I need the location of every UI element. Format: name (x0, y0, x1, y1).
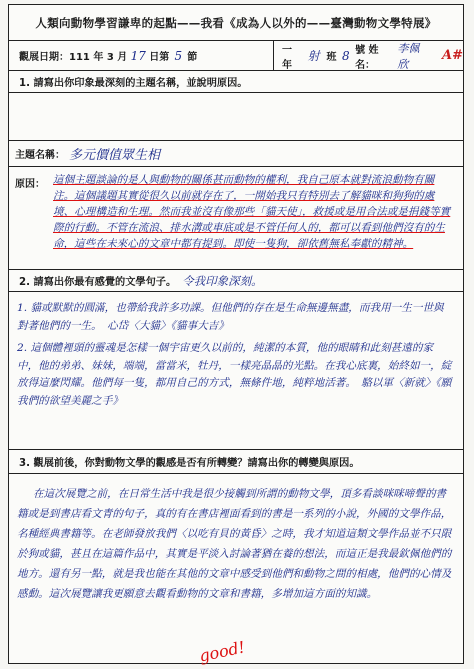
grade-mark: A# (442, 48, 463, 63)
student-name: 李佩欣 (397, 41, 420, 71)
topic-label: 主題名稱： (15, 150, 65, 161)
topic-answer: 多元價值眾生相 (69, 148, 161, 163)
info-row (9, 41, 463, 71)
class-suffix: 班 (326, 52, 337, 63)
question1-prompt: 1. 請寫出你印象最深刻的主題名稱，並說明原因。 (19, 78, 248, 89)
quote-area (9, 292, 463, 450)
topic-row (9, 141, 463, 167)
grade-label: 一年 (282, 44, 292, 71)
class-name: 射 (307, 49, 320, 63)
date-label: 觀展日期：111 年 3 月 (19, 52, 128, 63)
question1-prompt-row (9, 71, 463, 93)
reason-row (9, 167, 463, 270)
class-period: 5 (174, 48, 183, 63)
quote-item-2: 2. 這個體裡頭的靈魂是怎樣一個宇宙更久以前的，純潔的本質，他的眼睛和此刻甚遠的家中，他的弟弟、妹妹，端端，當當米，牡丹，一樣亮晶晶的光點。在我心底裏，始終如一，綻放得這麼閃耀。他們每一隻，都用自己的方式，無條件地，純粹地活著。 駱以軍〈新就〉《願我們的欲望美麗之手》 (17, 342, 452, 407)
date-day: 17 (130, 48, 146, 63)
date-cell (9, 41, 274, 70)
day-suffix: 日第 (149, 52, 170, 63)
seat-suffix: 號 姓名： (355, 44, 379, 71)
question3-prompt: 3. 觀展前後，你對動物文學的觀感是否有所轉變？請寫出你的轉變與原因。 (19, 458, 360, 469)
seat-number: 8 (341, 48, 350, 63)
reason-label: 原因： (15, 179, 45, 190)
question2-prompt-row (9, 270, 463, 292)
question3-prompt-row (9, 450, 463, 474)
quote-item-1: 1. 貓或默默的圓滿，也帶給我許多功課。但他們的存在是生命無邊無盡，而我用一生一世與對著他們的一生。 心岱〈大貓〉《貓事大吉》 (17, 302, 444, 332)
reflection-area (9, 474, 463, 666)
period-suffix: 節 (187, 52, 198, 63)
blank-area (9, 93, 463, 141)
quote-list (17, 300, 453, 415)
reason-answer: 這個主題談論的是人與動物的關係甚而動物的權利，我自己原本就對流浪動物有關注。這個議題其實從很久以前就存在了，一開始我只有特別去了解貓咪和狗狗的處境、心理構造和生理。然而我並沒有像那些「貓天使」，救援或是用合法或是捐錢等實際的行動。不管在流浪、排水溝或車底或是不管任何人的，都可以看到他們沒有的生命，這些在未來心的文章中都有提到。即使一隻狗，卻依舊無私奉獻的精神。 (53, 174, 451, 250)
teacher-comment: good! (197, 637, 247, 666)
question2-prompt: 2. 請寫出你最有感覺的文學句子。 (19, 277, 177, 288)
title-row (9, 5, 463, 41)
worksheet (8, 4, 464, 664)
reflection-answer: 在這次展覽之前，在日常生活中我是很少接觸到所謂的動物文學，頂多看談咪咪啼聲的書籍或是到書店看文青的句子，真的有在書店裡面看到的書是一系列的小說，外國的文學作品，名種經典書籍等。在老師發放我們〈以吃有貝的黃昏〉之時，我才知道這類文學作品並不只限於狗或貓，甚且在這篇作品中，其實是平淡入討論著猶在養的想法，而這正是我最欽佩他們的地方。還有另一點，就是我也能在其他的文章中感受到他們和動物之間的相處，他們的心情及感動。這次展覽讓我更願意去觀看動物的文章和書籍，多增加這方面的知識。 (17, 488, 452, 600)
student-cell (274, 41, 463, 70)
question2-note: 令我印象深刻。 (182, 273, 263, 288)
worksheet-title: 人類向動物學習謙卑的起點——我看《成為人以外的——臺灣動物文學特展》 (35, 15, 437, 30)
